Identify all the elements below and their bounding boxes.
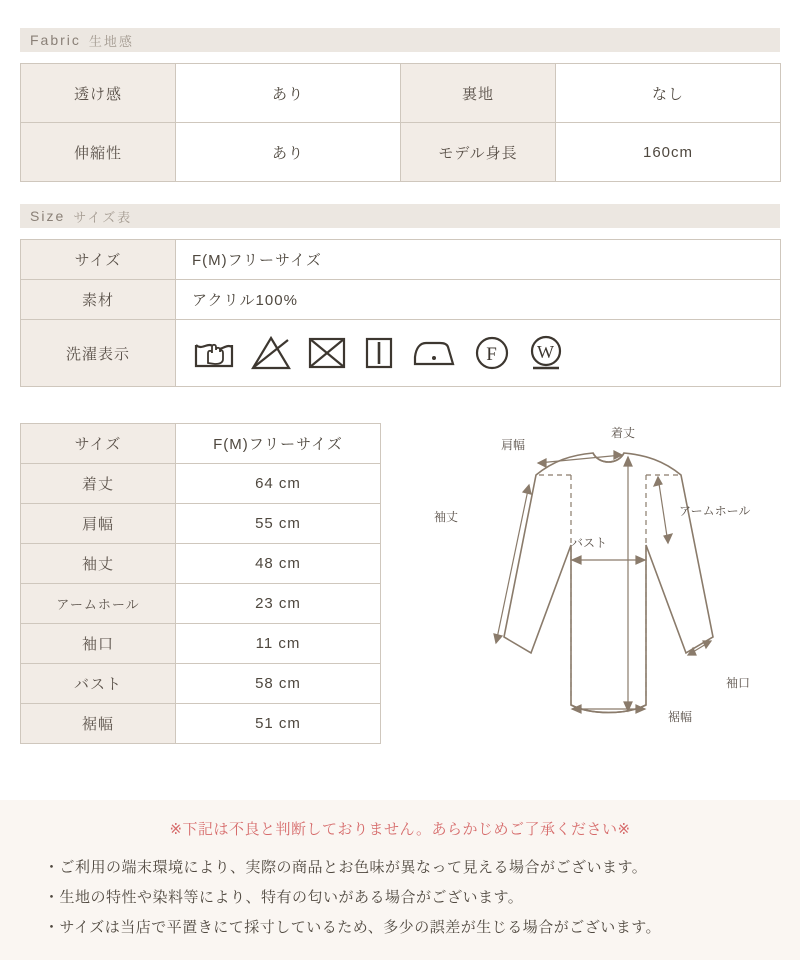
size-row-label-size: サイズ — [21, 240, 176, 280]
table-row — [21, 240, 781, 280]
diagram-label-armhole: アームホール — [679, 504, 751, 518]
section-header-size-jp: サイズ表 — [73, 209, 133, 225]
notice-title: ※下記は不良と判断しておりません。あらかじめご了承ください※ — [169, 821, 631, 838]
measure-row-5-label: バスト — [21, 664, 176, 704]
measure-row-0-value: 64 cm — [176, 464, 381, 504]
measure-row-2-label: 袖丈 — [21, 544, 176, 584]
wash-care-icon-row — [176, 320, 780, 386]
measurement-table — [20, 423, 381, 744]
measure-header-label: サイズ — [21, 424, 176, 464]
fabric-row-0-value-2: なし — [556, 64, 781, 123]
measure-header-value: F(M)フリーサイズ — [176, 424, 381, 464]
measure-row-1-value: 55 cm — [176, 504, 381, 544]
dryclean-f-icon — [472, 333, 512, 373]
fabric-table — [20, 63, 781, 182]
svg-text:W: W — [537, 342, 555, 362]
section-header-size — [20, 204, 780, 228]
table-row — [21, 504, 381, 544]
diagram-label-shoulder: 肩幅 — [501, 438, 526, 452]
size-spec-table — [20, 239, 781, 387]
notice-line: ・サイズは当店で平置きにて採寸しているため、多少の誤差が生じる場合がございます。 — [44, 919, 662, 936]
table-row — [21, 624, 381, 664]
size-row-value-size: F(M)フリーサイズ — [176, 240, 781, 280]
iron-low-icon — [410, 333, 458, 373]
notice-line: ・生地の特性や染料等により、特有の匂いがある場合がございます。 — [44, 889, 524, 906]
table-row — [21, 64, 781, 123]
measure-row-6-label: 裾幅 — [21, 704, 176, 744]
table-row — [21, 123, 781, 182]
measure-row-5-value: 58 cm — [176, 664, 381, 704]
size-row-label-material: 素材 — [21, 280, 176, 320]
no-tumble-dry-icon — [306, 333, 348, 373]
diagram-label-cuff: 袖口 — [726, 676, 751, 690]
section-header-fabric — [20, 28, 780, 52]
notice-line: ・ご利用の端末環境により、実際の商品とお色味が異なって見える場合がございます。 — [44, 859, 648, 876]
measure-row-4-value: 11 cm — [176, 624, 381, 664]
fabric-row-1-value-1: あり — [176, 123, 401, 182]
garment-measurement-diagram — [396, 415, 786, 760]
fabric-row-0-value-1: あり — [176, 64, 401, 123]
measure-row-3-value: 23 cm — [176, 584, 381, 624]
measure-row-6-value: 51 cm — [176, 704, 381, 744]
hand-wash-icon — [192, 333, 236, 373]
measure-row-4-label: 袖口 — [21, 624, 176, 664]
fabric-row-1-label-2: モデル身長 — [401, 123, 556, 182]
measure-row-0-label: 着丈 — [21, 464, 176, 504]
svg-text:F: F — [486, 344, 498, 365]
size-row-label-wash: 洗濯表示 — [21, 320, 176, 387]
wetclean-w-icon — [526, 333, 566, 373]
fabric-row-1-value-2: 160cm — [556, 123, 781, 182]
diagram-label-sleeve: 袖丈 — [434, 510, 459, 524]
fabric-row-0-label-1: 透け感 — [21, 64, 176, 123]
table-row — [21, 704, 381, 744]
table-row — [21, 464, 381, 504]
size-row-value-wash — [176, 320, 781, 387]
table-row — [21, 544, 381, 584]
fabric-row-0-label-2: 裏地 — [401, 64, 556, 123]
diagram-label-bust: バスト — [571, 536, 608, 550]
table-row — [21, 664, 381, 704]
section-header-fabric-en: Fabric — [30, 32, 81, 48]
measure-row-1-label: 肩幅 — [21, 504, 176, 544]
measure-row-2-value: 48 cm — [176, 544, 381, 584]
table-row — [21, 584, 381, 624]
diagram-label-hem: 裾幅 — [668, 710, 693, 724]
measure-row-3-label: アームホール — [21, 584, 176, 624]
fabric-row-1-label-1: 伸縮性 — [21, 123, 176, 182]
no-bleach-icon — [250, 333, 292, 373]
section-header-fabric-jp: 生地感 — [88, 33, 134, 49]
table-row — [21, 280, 781, 320]
diagram-label-length: 着丈 — [611, 426, 636, 440]
notice-block — [0, 800, 800, 960]
table-row — [21, 424, 381, 464]
table-row — [21, 320, 781, 387]
section-header-size-en: Size — [30, 208, 66, 224]
drip-dry-hang-icon — [362, 333, 396, 373]
size-row-value-material: アクリル100% — [176, 280, 781, 320]
